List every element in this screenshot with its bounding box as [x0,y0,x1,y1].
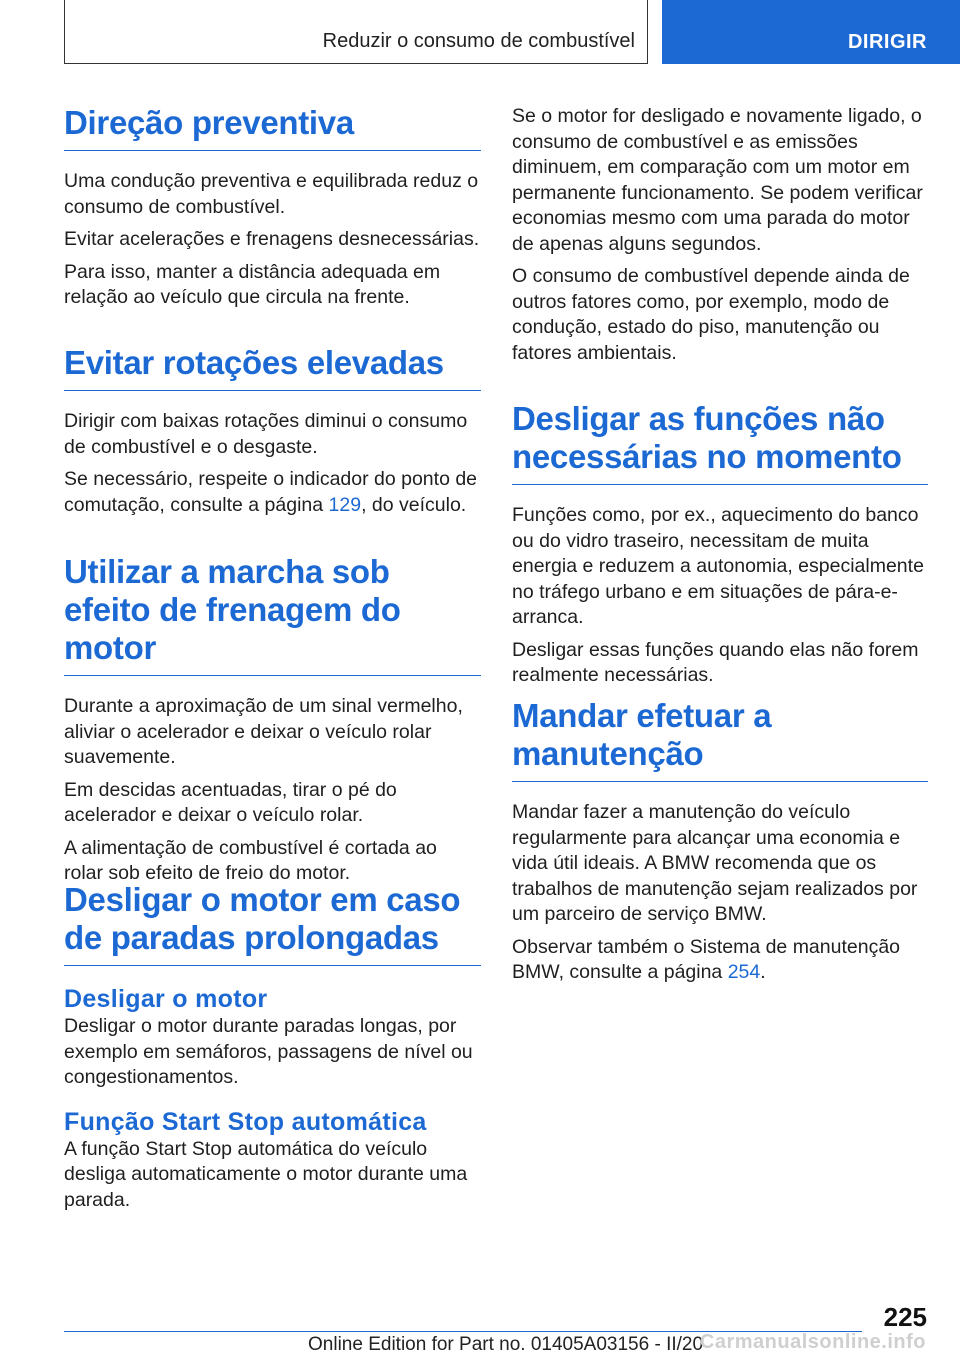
section-direcao-preventiva [64,104,481,311]
paragraph-text: . [760,961,766,983]
edition-info: Online Edition for Part no. 01405A03156 - II/20 [308,1334,704,1355]
subsection-title: Função Start Stop automática [64,1107,427,1136]
chapter-title: Reduzir o consumo de combustível [322,30,635,52]
section-manutencao [512,697,928,986]
paragraph: A alimentação de combustível é cortada ao rolar sob efeito de freio do motor. [64,836,437,884]
paragraph: A função Start Stop automática do veículo desliga automaticamente o motor durante uma parada. [64,1137,468,1211]
paragraph: Desligar o motor durante paradas longas, por exemplo em semáforos, passagens de nível ou congestionamentos. [64,1015,473,1088]
paragraph: Desligar essas funções quando elas não forem realmente necessárias. [512,638,919,686]
paragraph: Para isso, manter a distância adequada em relação ao veículo que circula na frente. [64,260,441,308]
section-title: Direção preventiva [64,104,481,151]
section-title: Utilizar a marcha sob efeito de frenagem do motor [64,553,481,676]
section-label: DIRIGIR [847,31,927,53]
page-number: 225 [883,1302,927,1332]
paragraph: Mandar fazer a manutenção do veículo regularmente para alcançar uma economia e vida útil ideais. A BMW recomenda que os trabalhos de manutenção sejam realizados por um parceiro de serviço BMW. [512,801,918,925]
paragraph: Evitar acelerações e frenagens desnecessárias. [64,228,480,250]
section-marcha-frenagem [64,553,481,887]
paragraph [64,467,481,518]
paragraph: Em descidas acentuadas, tirar o pé do acelerador e deixar o veículo rolar. [64,778,397,826]
chapter-tab [64,0,648,64]
paragraph: Durante a aproximação de um sinal vermelho, aliviar o acelerador e deixar o veículo rolar suavemente. [64,695,463,768]
page-link-129[interactable]: 129 [328,493,362,516]
section-tab [662,0,960,64]
section-desligar-funcoes [512,400,928,689]
paragraph-text: Se necessário, respeite o indicador do ponto de comutação, consulte a página [64,468,478,516]
paragraph-text: , do veículo. [361,493,467,516]
paragraph: Funções como, por ex., aquecimento do banco ou do vidro traseiro, necessitam de muita energia e reduzem a autonomia, especialmente no tráfego urbano e em situações de pára-e-arranca. [512,504,924,628]
paragraph: O consumo de combustível depende ainda de outros fatores como, por exemplo, modo de condução, estado do piso, manutenção ou fatores ambientais. [512,265,910,364]
paragraph-text: Observar também o Sistema de manutenção BMW, consulte a página [512,935,901,983]
page-link-254[interactable]: 254 [727,961,761,983]
section-evitar-rotacoes [64,344,481,518]
section-title: Desligar o motor em caso de paradas prolongadas [64,881,481,966]
paragraph: Se o motor for desligado e novamente ligado, o consumo de combustível e as emissões diminuem, em comparação com um motor em permanente funcionamento. Se podem verificar economias mesmo com uma parada do motor de apenas alguns segundos. [512,105,923,255]
section-desligar-motor [64,881,481,1213]
paragraph [512,935,928,986]
paragraph: Uma condução preventiva e equilibrada reduz o consumo de combustível. [64,170,479,218]
section-title: Desligar as funções não necessárias no momento [512,400,928,485]
intro-paragraphs [512,104,928,366]
watermark: Carmanualsonline.info [699,1331,926,1353]
paragraph: Dirigir com baixas rotações diminui o consumo de combustível e o desgaste. [64,410,468,458]
section-title: Mandar efetuar a manutenção [512,697,928,782]
subsection-title: Desligar o motor [64,985,268,1013]
section-title: Evitar rotações elevadas [64,344,481,391]
